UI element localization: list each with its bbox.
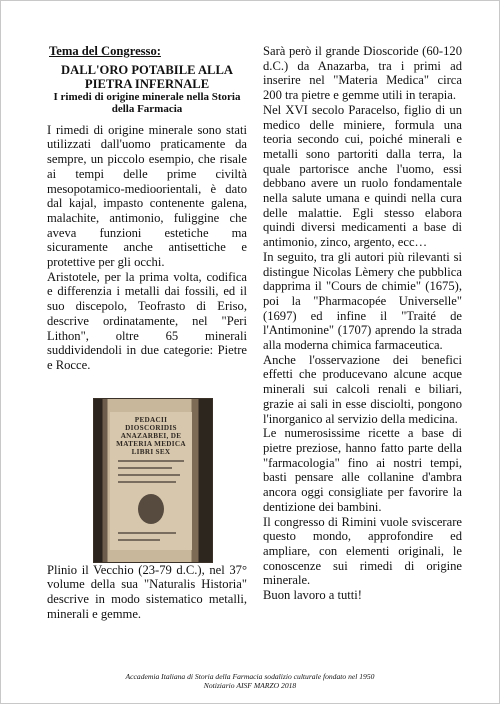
right-paragraph-3: In seguito, tra gli autori più rilevanti si distingue Nicolas Lèmery che pubblica dapprima il "Cours de chimie" (1675), poi la "Pharmacopée Universelle" (1697) ed infine il "Traité de l'Antimonine" (1707) aprendo la strada alla moderna chimica farmaceutica. — [263, 249, 462, 353]
book-text-line — [118, 481, 176, 483]
closing-line: Buon lavoro a tutti! — [263, 588, 362, 603]
right-column — [263, 44, 462, 603]
right-paragraph-6: Il congresso di Rimini vuole sviscerare questo mondo, approfondire ed ampliare, con elementi originali, le conoscenze sui rimedi di origine minerale. — [263, 514, 462, 588]
book-text-line — [118, 532, 176, 534]
right-paragraph-1: Sarà però il grande Dioscoride (60-120 d.C.) da Anazarba, tra i primi ad inserire nel "Materia Medica" circa 200 tra pietre e gemme utili in terapia. — [263, 44, 462, 103]
title-line-2: PIETRA INFERNALE — [84, 76, 210, 91]
book-emblem — [138, 494, 164, 524]
title-line-1: DALL'ORO POTABILE ALLA — [61, 62, 233, 77]
footer-line-2: Notiziario AISF MARZO 2018 — [203, 681, 297, 690]
right-paragraph-5: Le numerosissime ricette a base di pietre preziose, hanno fatto parte della "farmacologia" fino ai nostri tempi, basti pensare alle collanine d'ambra ancora oggi consigliate per favorire la dentizione dei bambini. — [263, 426, 462, 514]
left-paragraph-1: I rimedi di origine minerale sono stati utilizzati dall'uomo praticamente da sempre, un piccolo esempio, che risale ai tempi delle prime civiltà mesopotamico-medioorientali, è dato dal kajal, impasto contenente galena, malachite, antimonio, fuliggine che aveva funzioni estetiche ma sicuramente anche antisettiche e protettive per gli occhi. — [47, 122, 247, 270]
book-caption: PEDACII DIOSCORIDIS ANAZARBEI, DE MATERIA MEDICA LIBRI SEX — [116, 415, 186, 456]
left-column — [47, 44, 247, 621]
book-text-line — [118, 460, 184, 462]
left-paragraph-3: Plinio il Vecchio (23-79 d.C.), nel 37° volume della sua "Naturalis Historia" descrive in modo sistematico metalli, minerali e gemme. — [47, 562, 247, 621]
right-paragraph-2: Nel XVI secolo Paracelso, figlio di un medico delle miniere, formula una teoria secondo cui, poiché minerali e metalli sono partoriti dalla terra, la quale partorisce anche l'uomo, essi debbano avere un ruolo fondamentale nella salute umana e quindi nella cura delle malattie. Egli stesso elabora quindi diversi medicamenti a base di antimonio, zinco, argento, ecc… — [263, 102, 462, 250]
book-text-line — [118, 474, 180, 476]
left-paragraph-2: Aristotele, per la prima volta, codifica e differenzia i metalli dai fossili, ed il suo discepolo, Teofrasto di Eriso, descrive ordinatamente, nel "Peri Lithon", oltre 65 minerali suddividendoli in due categorie: Pietre e Rocce. — [47, 269, 247, 372]
book-text-line — [118, 467, 172, 469]
subtitle: I rimedi di origine minerale nella Storia della Farmacia — [53, 90, 241, 116]
right-paragraph-4: Anche l'osservazione dei benefici effetti che producevano alcune acque minerali sui calcoli renali e biliari, grazie ai sali in esse disciolti, pongono l'inorganico al servizio della medicina. — [263, 352, 462, 426]
section-label: Tema del Congresso: — [49, 44, 161, 58]
dioscoride-book-image — [93, 398, 213, 563]
book-text-line — [118, 539, 160, 541]
footer-line-1: Accademia Italiana di Storia della Farmacia sodalizio culturale fondato nel 1950 — [125, 672, 375, 681]
